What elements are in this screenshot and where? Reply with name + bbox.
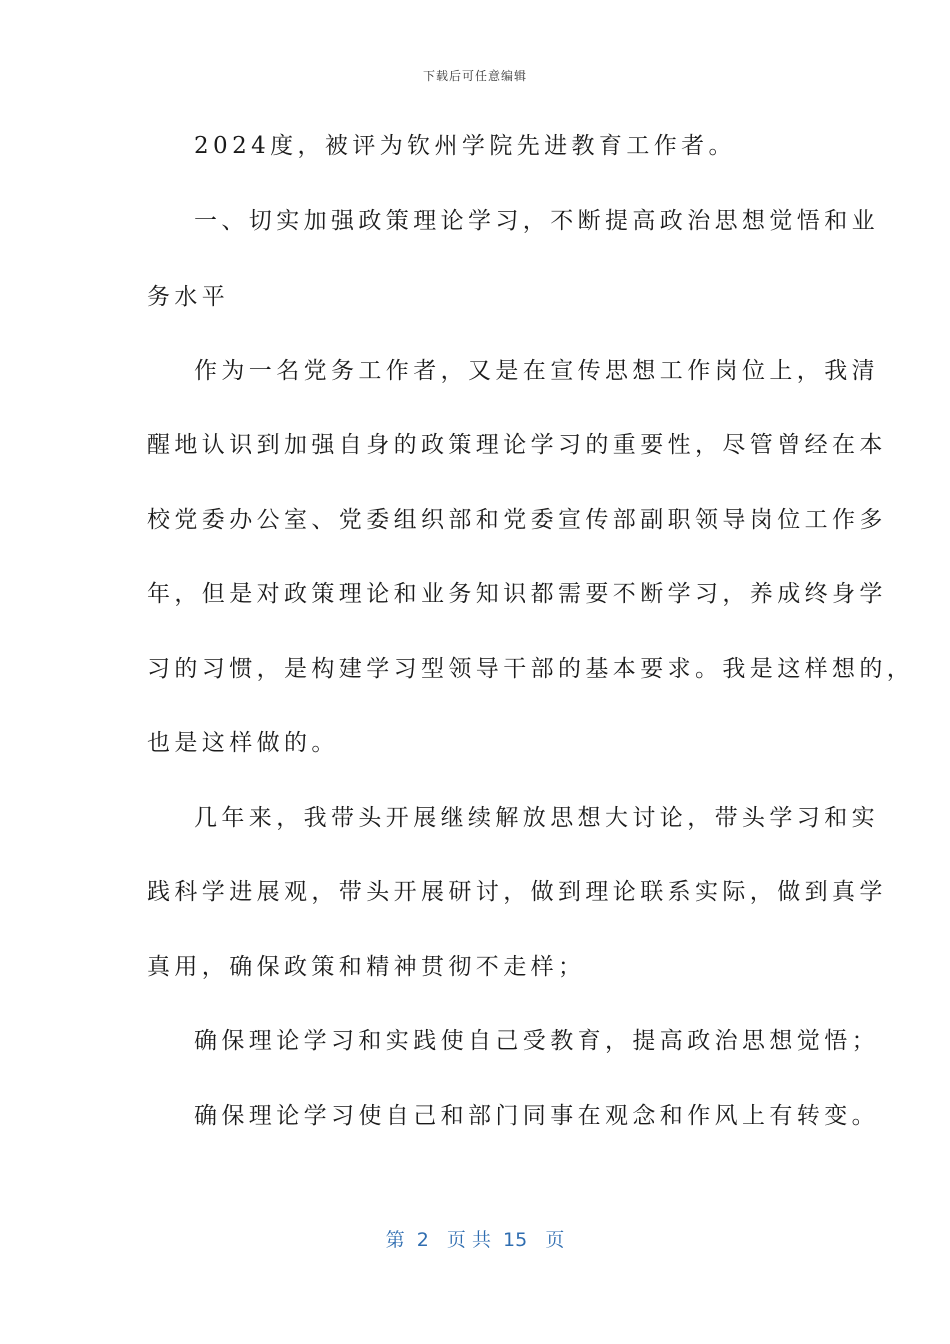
paragraph-line: 也是这样做的。: [147, 730, 339, 756]
paragraph-line: 醒地认识到加强自身的政策理论学习的重要性，尽管曾经在本: [147, 432, 887, 458]
paragraph-line: 几年来，我带头开展继续解放思想大讨论，带头学习和实: [194, 805, 879, 831]
paragraph-line: 2024度，被评为钦州学院先进教育工作者。: [194, 133, 736, 159]
section-heading-line: 务水平: [147, 284, 230, 310]
page-number-footer: 第 2 页 共 15 页: [385, 1229, 565, 1251]
paragraph-line: 真用，确保政策和精神贯彻不走样；: [147, 954, 586, 980]
paragraph-line: 确保理论学习使自己和部门同事在观念和作风上有转变。: [194, 1103, 879, 1129]
header-note: 下载后可任意编辑: [422, 69, 527, 83]
paragraph-line: 确保理论学习和实践使自己受教育，提高政治思想觉悟；: [194, 1028, 879, 1054]
paragraph-line: 校党委办公室、党委组织部和党委宣传部副职领导岗位工作多: [147, 507, 887, 533]
paragraph-line: 践科学进展观，带头开展研讨，做到理论联系实际，做到真学: [147, 879, 887, 905]
paragraph-line: 习的习惯，是构建学习型领导干部的基本要求。我是这样想的，: [147, 656, 915, 682]
section-heading-line: 一、切实加强政策理论学习，不断提高政治思想觉悟和业: [194, 208, 879, 234]
paragraph-line: 作为一名党务工作者，又是在宣传思想工作岗位上，我清: [194, 358, 879, 384]
paragraph-line: 年，但是对政策理论和业务知识都需要不断学习，养成终身学: [147, 581, 887, 607]
